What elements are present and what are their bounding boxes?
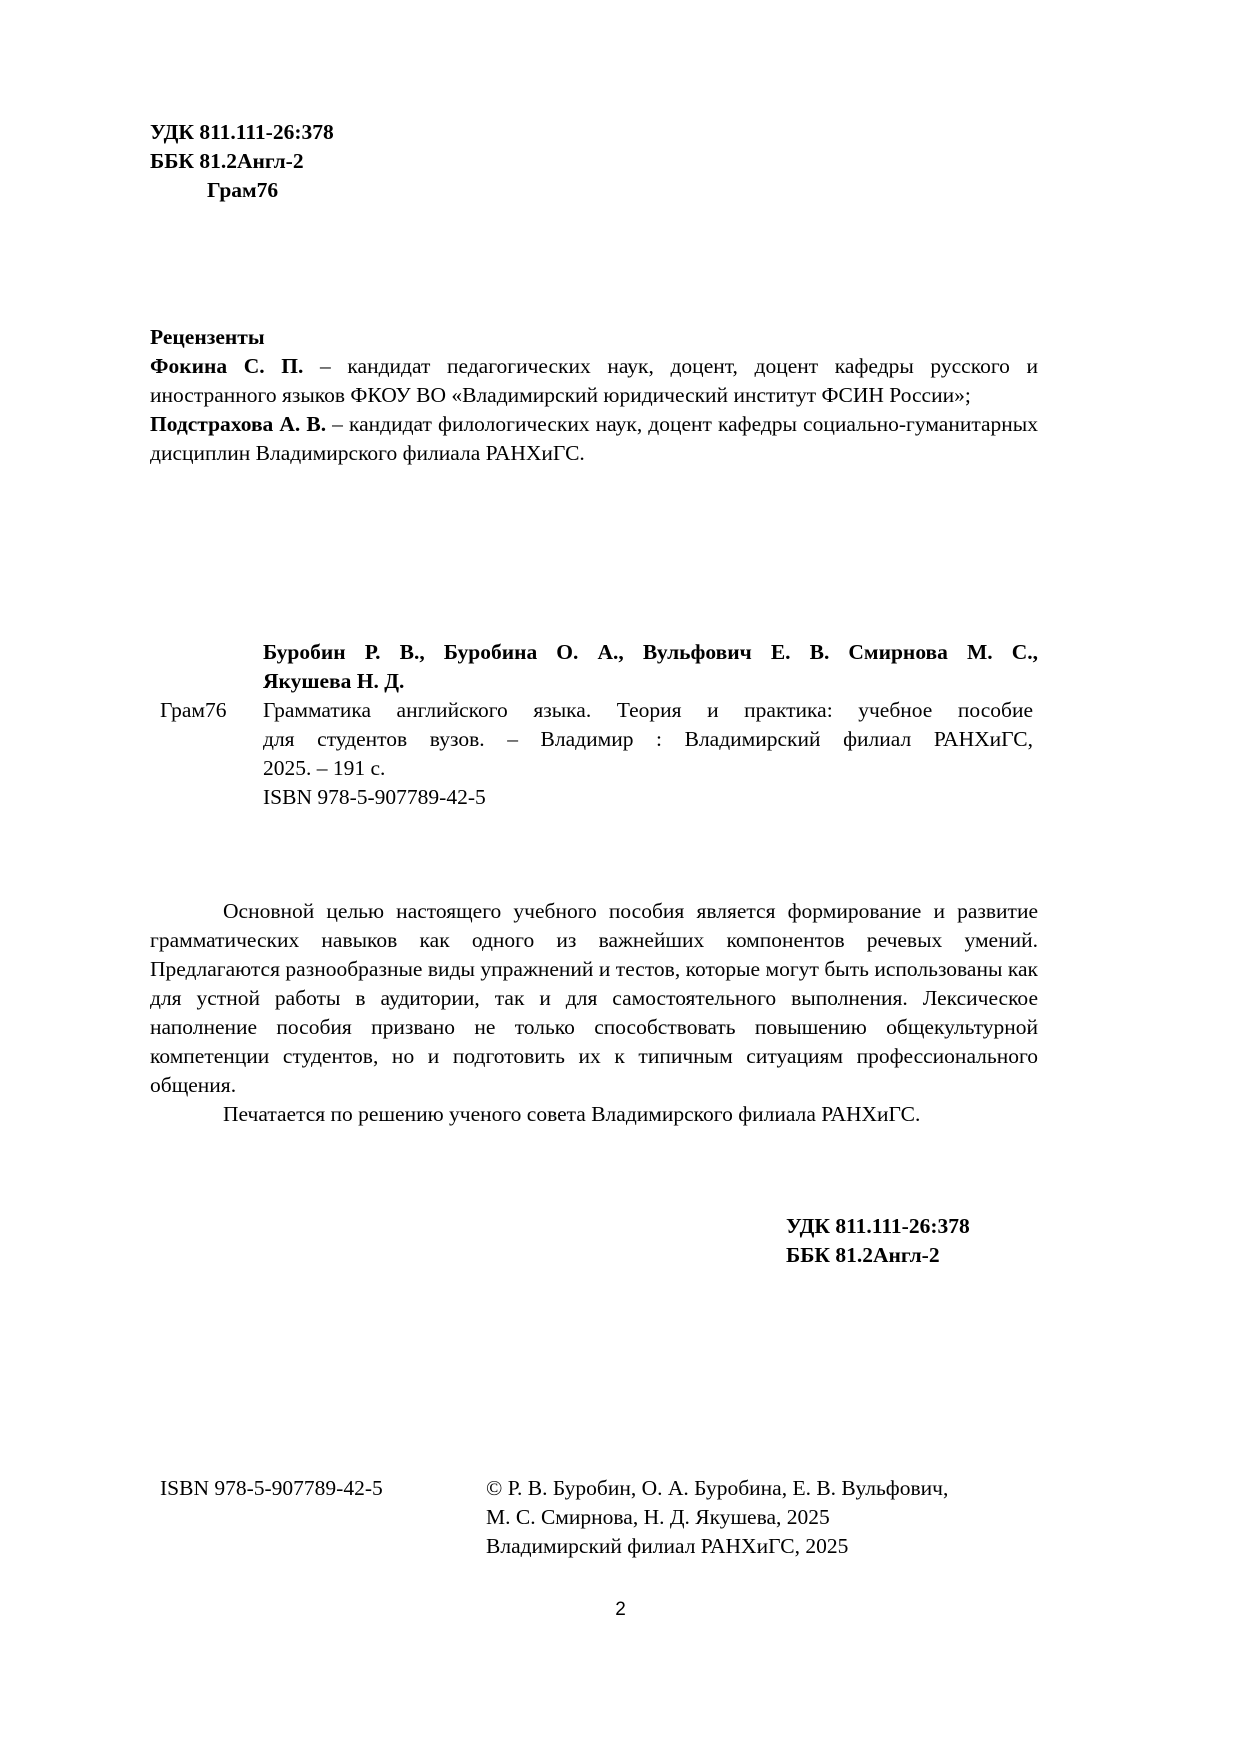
bbk-code: ББК 81.2Англ-2 [150,149,304,173]
bbk-code: ББК 81.2Англ-2 [786,1243,940,1267]
catalog-authors [263,638,1038,696]
reviewer-description: – кандидат педагогических наук, доцент, доцент кафедры русского и иностранного языков ФКОУ ВО «Владимирский юридический институт ФСИН России»; [150,354,1038,407]
udk-code: УДК 811.111-26:378 [150,120,334,144]
catalog-description [263,696,1033,812]
publication-note: Печатается по решению ученого совета Владимирского филиала РАНХиГС. [223,1102,921,1126]
reviewer-description: – кандидат филологических наук, доцент кафедры социально-гуманитарных дисциплин Владимирского филиала РАНХиГС. [150,412,1038,465]
abstract-block [150,897,1038,1129]
bottom-classification [786,1212,970,1270]
udk-code: УДК 811.111-26:378 [786,1214,970,1238]
catalog-authors-line: Буробин Р. В., Буробина О. А., Вульфович Е. В. Смирнова М. С., [263,640,1038,664]
reviewer-item [150,410,1038,468]
isbn-number: ISBN 978-5-907789-42-5 [160,1476,383,1500]
reviewer-name: Фокина С. П. [150,354,304,378]
page-number: 2 [615,1599,626,1620]
copyright-block [486,1474,1046,1561]
reviewers-block [150,323,1038,468]
abstract-paragraph: Основной целью настоящего учебного пособия является формирование и развитие грамматических навыков как одного из важнейших компонентов речевых умений. Предлагаются разнообразные виды упражнений и тестов, которые могут быть использованы как для устной работы в аудитории, так и для самостоятельного выполнения. Лексическое наполнение пособия призвано не только способствовать повышению общекультурной компетенции студентов, но и подготовить их к типичным ситуациям профессионального общения. [150,899,1038,1097]
catalog-authors-line: Якушева Н. Д. [263,669,405,693]
copyright-line: М. С. Смирнова, Н. Д. Якушева, 2025 [486,1505,830,1529]
catalog-title-line: для студентов вузов. – Владимир : Владимирский филиал РАНХиГС, [263,727,1033,751]
catalog-title-line: Грамматика английского языка. Теория и практика: учебное пособие [263,698,1033,722]
catalog-title-line: 2025. – 191 с. [263,756,386,780]
reviewer-name: Подстрахова А. В. [150,412,327,436]
catalog-code: Грам76 [160,698,227,722]
copyright-line: Владимирский филиал РАНХиГС, 2025 [486,1534,849,1558]
reviewers-heading: Рецензенты [150,325,265,349]
reviewer-item [150,352,1038,410]
author-sign: Грам76 [207,178,279,202]
classification-block [150,118,334,205]
copyright-line: © Р. В. Буробин, О. А. Буробина, Е. В. Вульфович, [486,1476,949,1500]
catalog-isbn: ISBN 978-5-907789-42-5 [263,785,486,809]
